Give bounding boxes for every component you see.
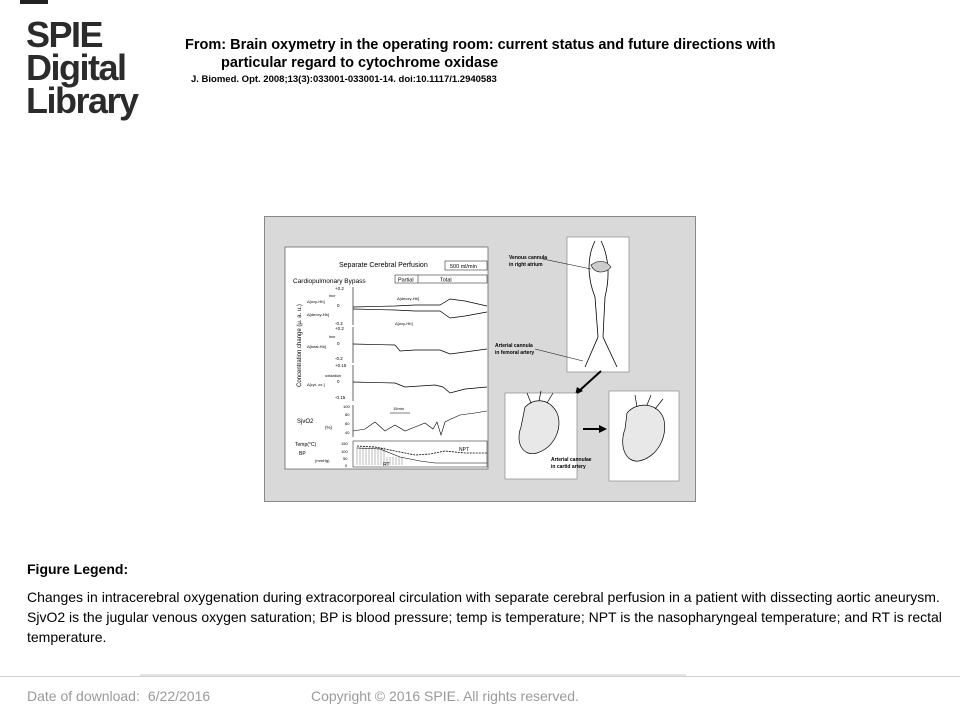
figure-legend-text: Changes in intracerebral oxygenation during extracorporeal circulation with separate cerebral perfusion in a patient with dissecting aortic aneurysm. SjvO2 is the jugular venous oxygen saturation; BP is blood pressure; temp is temperature; NPT is the nasopharyngeal temperature; and RT is rectal temperature. — [27, 589, 942, 645]
y-axis-label: Concentration change (μ. a. u.) — [297, 304, 303, 387]
arrow-down — [579, 371, 601, 391]
npt-label: NPT — [459, 447, 469, 453]
oxy-annot: Δ[oxy-Hb] — [395, 321, 413, 326]
logo-line-3: Library — [26, 80, 138, 121]
sjv-tick-60: 60 — [345, 421, 350, 426]
tick-p02-a: +0.2 — [335, 286, 344, 291]
logo-line-1: SPIE — [26, 14, 103, 55]
oxidation-label: oxidation — [325, 373, 342, 378]
oxy-label-a: Δ[oxy-Hb] — [307, 299, 325, 304]
pct-label: (%) — [325, 425, 332, 430]
date-value: 6/22/2016 — [147, 688, 211, 704]
venous-cannula-label-2: in right atrium — [509, 262, 543, 268]
carotid-cannula-label-2: in cartid artery — [551, 464, 586, 470]
rt-label: RT — [383, 462, 390, 468]
footer-divider — [0, 676, 960, 677]
chart-title: Separate Cerebral Perfusion — [339, 262, 428, 269]
mmhg-label: (mmHg) — [315, 458, 330, 463]
citation: J. Biomed. Opt. 2008;13(3):033001-033001-14. doi:10.1117/1.2940583 — [191, 74, 497, 85]
time-scale: 15min — [393, 406, 404, 411]
total-label: Δ[total-Hb] — [307, 344, 326, 349]
body-illustration — [567, 237, 629, 372]
tick-p015: +0.15 — [335, 363, 347, 368]
sjv-tick-100: 100 — [343, 404, 350, 409]
deoxy-annot: Δ[deoxy-Hb] — [397, 296, 420, 301]
sjv-tick-40: 40 — [345, 430, 350, 435]
incr-b: incr — [329, 334, 336, 339]
download-date — [27, 688, 210, 704]
tick-0-a: 0 — [337, 303, 340, 308]
figure-legend-title: Figure Legend: — [27, 561, 129, 577]
source-title-line-1: From: Brain oxymetry in the operating room: current status and future directions with — [185, 37, 776, 53]
phase-partial: Partial — [398, 277, 414, 284]
copyright: Copyright © 2016 SPIE. All rights reserved. — [311, 688, 579, 704]
tick-m02-a: -0.2 — [335, 321, 343, 326]
femoral-cannula-label: Arterial cannula — [495, 343, 533, 349]
bp-tick-100: 100 — [341, 449, 348, 454]
venous-cannula-label: Venous cannula — [509, 255, 548, 261]
bp-tick-50: 50 — [343, 456, 348, 461]
bp-label: BP — [299, 451, 306, 457]
figure-image — [264, 216, 696, 502]
carotid-cannula-label: Arterial cannulae — [551, 457, 592, 463]
bp-tick-150: 150 — [341, 441, 348, 446]
tick-m02-b: -0.2 — [335, 356, 343, 361]
tick-p02-b: +0.2 — [335, 326, 344, 331]
tick-0-b: 0 — [337, 341, 340, 346]
spie-digital-library-logo[interactable] — [26, 14, 146, 121]
cyt-label: Δ[cyt. ox.] — [307, 382, 325, 387]
sjvo2-label: SjvO2 — [297, 419, 314, 425]
deoxy-label-a: Δ[deoxy-Hb] — [307, 312, 330, 317]
bp-tick-0: 0 — [345, 463, 348, 468]
temp-label: Temp(°C) — [295, 442, 317, 448]
femoral-cannula-label-2: in femoral artery — [495, 350, 535, 356]
incr-a: incr — [329, 293, 336, 298]
top-accent-bar — [20, 0, 48, 4]
tick-m015: -0.15 — [335, 395, 346, 400]
sjv-tick-80: 80 — [345, 412, 350, 417]
date-label: Date of download: — [27, 688, 140, 704]
source-title-line-2: particular regard to cytochrome oxidase — [221, 55, 499, 71]
flow-box-label: 500 ml/min — [450, 264, 477, 270]
figure-graphic — [265, 217, 697, 503]
tick-0-c: 0 — [337, 379, 340, 384]
logo-line-2: Digital — [26, 47, 126, 88]
bypass-label: Cardiopulmonary Bypass — [293, 278, 366, 285]
phase-total: Total — [440, 277, 452, 284]
article-source-title — [185, 36, 905, 72]
